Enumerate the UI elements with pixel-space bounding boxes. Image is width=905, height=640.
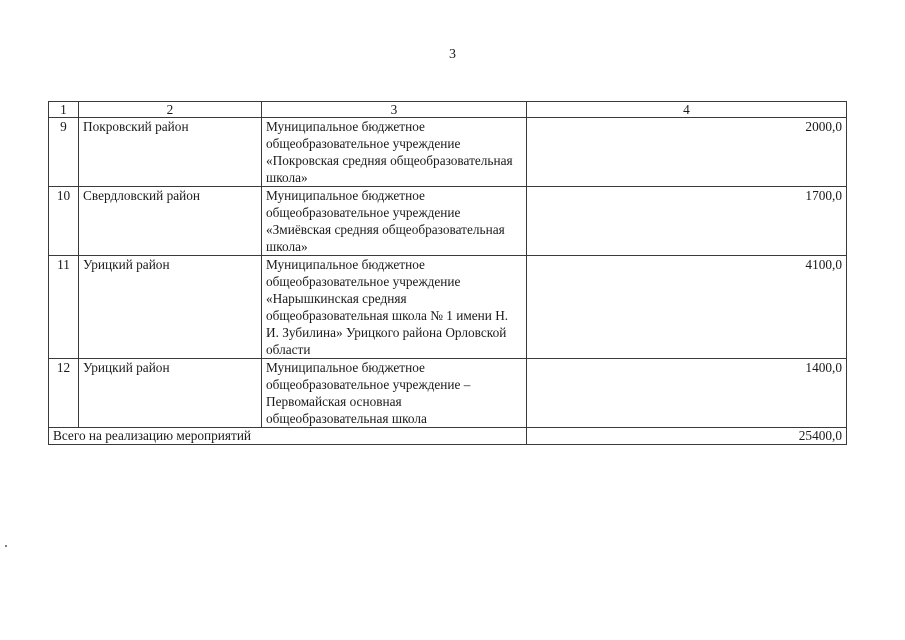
- amount-cell: 4100,0: [527, 256, 847, 359]
- district-cell: Урицкий район: [79, 256, 262, 359]
- table-row: [49, 187, 847, 256]
- funding-table: [48, 101, 847, 445]
- institution-cell: Муниципальное бюджетное общеобразовательное учреждение «Нарышкинская средняя общеобразовательная школа № 1 имени Н. И. Зубилина» Урицкого района Орловской области: [262, 256, 527, 359]
- district-cell: Покровский район: [79, 118, 262, 187]
- total-row: [49, 428, 847, 445]
- institution-cell: Муниципальное бюджетное общеобразовательное учреждение «Покровская средняя общеобразовательная школа»: [262, 118, 527, 187]
- header-cell-1: 1: [49, 102, 79, 118]
- district-cell: Свердловский район: [79, 187, 262, 256]
- header-cell-2: 2: [79, 102, 262, 118]
- amount-cell: 1700,0: [527, 187, 847, 256]
- table-row: [49, 256, 847, 359]
- row-number: 10: [49, 187, 79, 256]
- header-cell-3: 3: [262, 102, 527, 118]
- row-number: 9: [49, 118, 79, 187]
- scan-speck: [5, 545, 7, 547]
- institution-cell: Муниципальное бюджетное общеобразовательное учреждение «Змиёвская средняя общеобразовательная школа»: [262, 187, 527, 256]
- institution-cell: Муниципальное бюджетное общеобразовательное учреждение – Первомайская основная общеобразовательная школа: [262, 359, 527, 428]
- amount-cell: 2000,0: [527, 118, 847, 187]
- page-number: 3: [449, 47, 456, 62]
- row-number: 11: [49, 256, 79, 359]
- total-amount: 25400,0: [527, 428, 847, 445]
- header-cell-4: 4: [527, 102, 847, 118]
- table-row: [49, 118, 847, 187]
- total-label: Всего на реализацию мероприятий: [49, 428, 527, 445]
- table-row: [49, 359, 847, 428]
- row-number: 12: [49, 359, 79, 428]
- amount-cell: 1400,0: [527, 359, 847, 428]
- district-cell: Урицкий район: [79, 359, 262, 428]
- table-header-row: [49, 102, 847, 118]
